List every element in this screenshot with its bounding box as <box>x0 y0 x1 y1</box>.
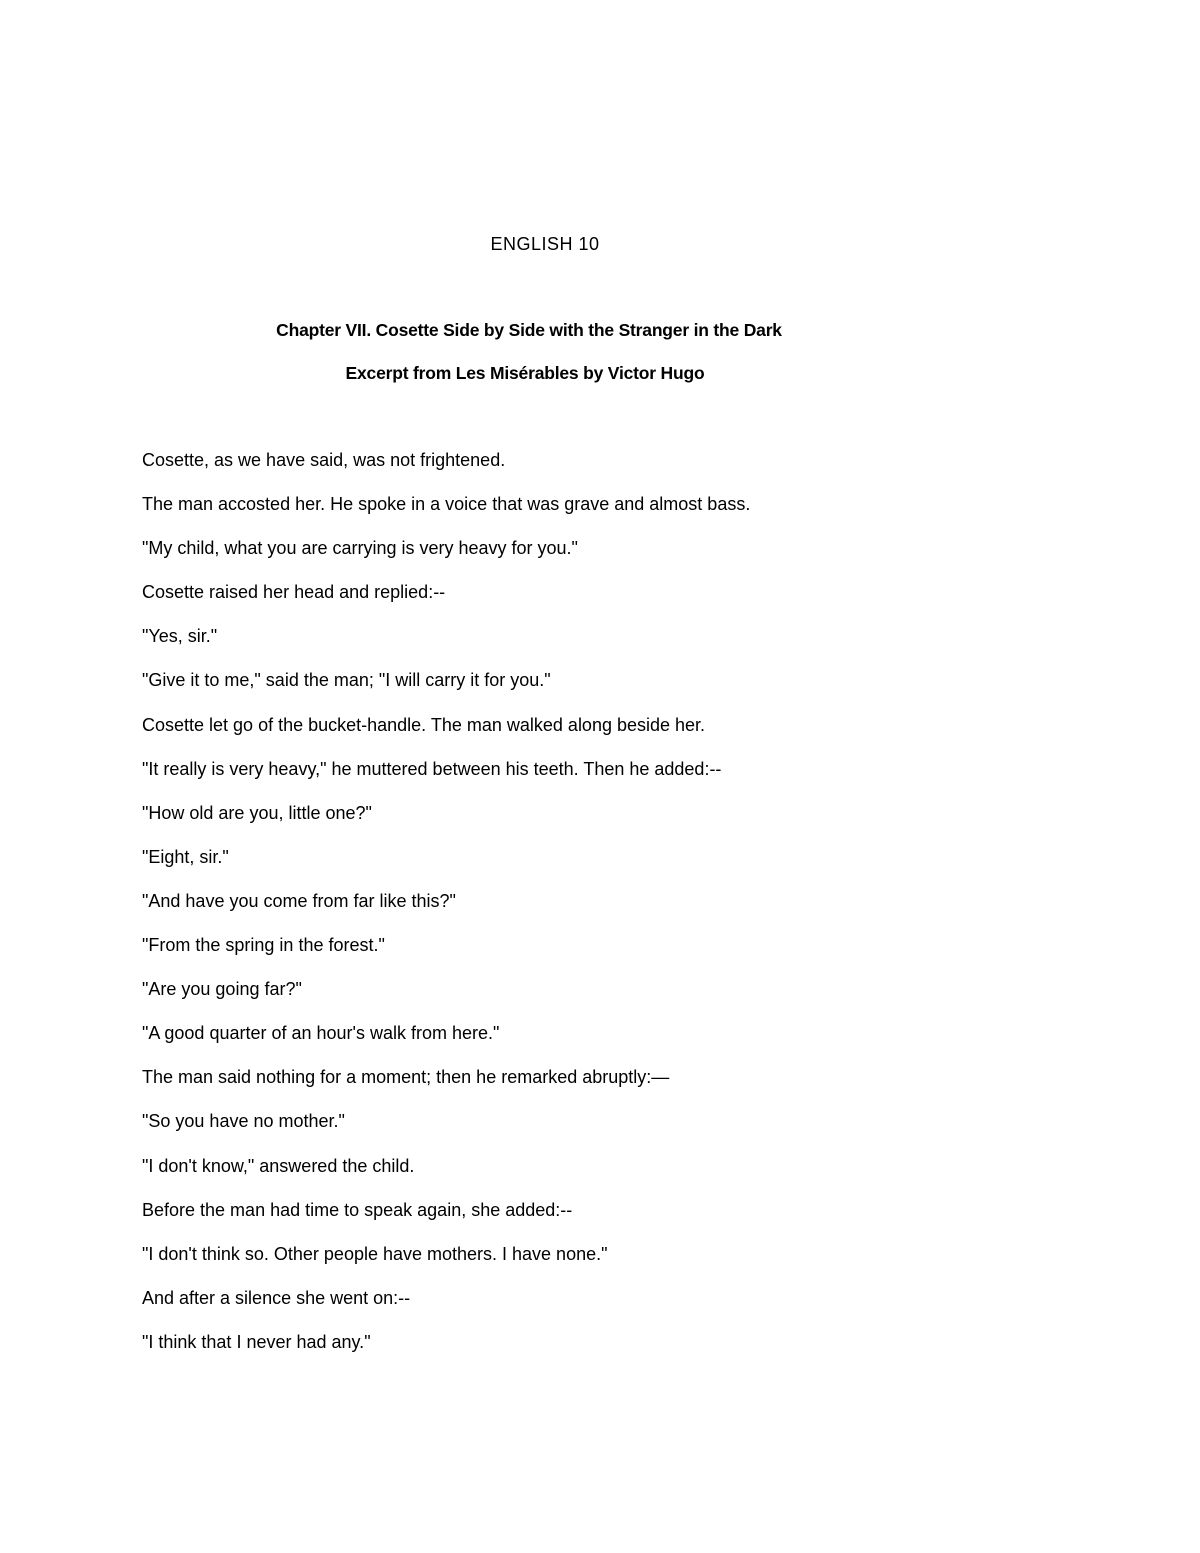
text-line: "From the spring in the forest." <box>142 935 385 956</box>
text-line: "My child, what you are carrying is very heavy for you." <box>142 538 578 559</box>
text-line: And after a silence she went on:-- <box>142 1287 411 1308</box>
text-line: "Are you going far?" <box>142 979 302 1000</box>
excerpt-body <box>142 448 1042 1374</box>
text-line: "Yes, sir." <box>142 626 218 647</box>
course-title: ENGLISH 10 <box>490 234 600 254</box>
text-line: "And have you come from far like this?" <box>142 890 456 911</box>
text-line: "So you have no mother." <box>142 1111 345 1132</box>
text-line: "It really is very heavy," he muttered between his teeth. Then he added:-- <box>142 758 722 779</box>
text-line: "Give it to me," said the man; "I will carry it for you." <box>142 670 551 691</box>
excerpt-title: Excerpt from Les Misérables by Victor Hugo <box>345 363 705 383</box>
text-line: Cosette raised her head and replied:-- <box>142 582 446 603</box>
text-line: "I don't think so. Other people have mothers. I have none." <box>142 1243 608 1264</box>
text-line: "I think that I never had any." <box>142 1331 371 1352</box>
text-line: "Eight, sir." <box>142 846 229 867</box>
chapter-title: Chapter VII. Cosette Side by Side with the Stranger in the Dark <box>276 320 782 340</box>
text-line: Cosette let go of the bucket-handle. The man walked along beside her. <box>142 714 706 735</box>
text-line: "A good quarter of an hour's walk from here." <box>142 1023 500 1044</box>
text-line: Before the man had time to speak again, she added:-- <box>142 1199 573 1220</box>
text-line: "How old are you, little one?" <box>142 802 372 823</box>
text-line: "I don't know," answered the child. <box>142 1155 415 1176</box>
text-line: Cosette, as we have said, was not frightened. <box>142 450 506 470</box>
text-line: The man said nothing for a moment; then he remarked abruptly:— <box>142 1067 670 1088</box>
text-line: The man accosted her. He spoke in a voice that was grave and almost bass. <box>142 494 751 515</box>
